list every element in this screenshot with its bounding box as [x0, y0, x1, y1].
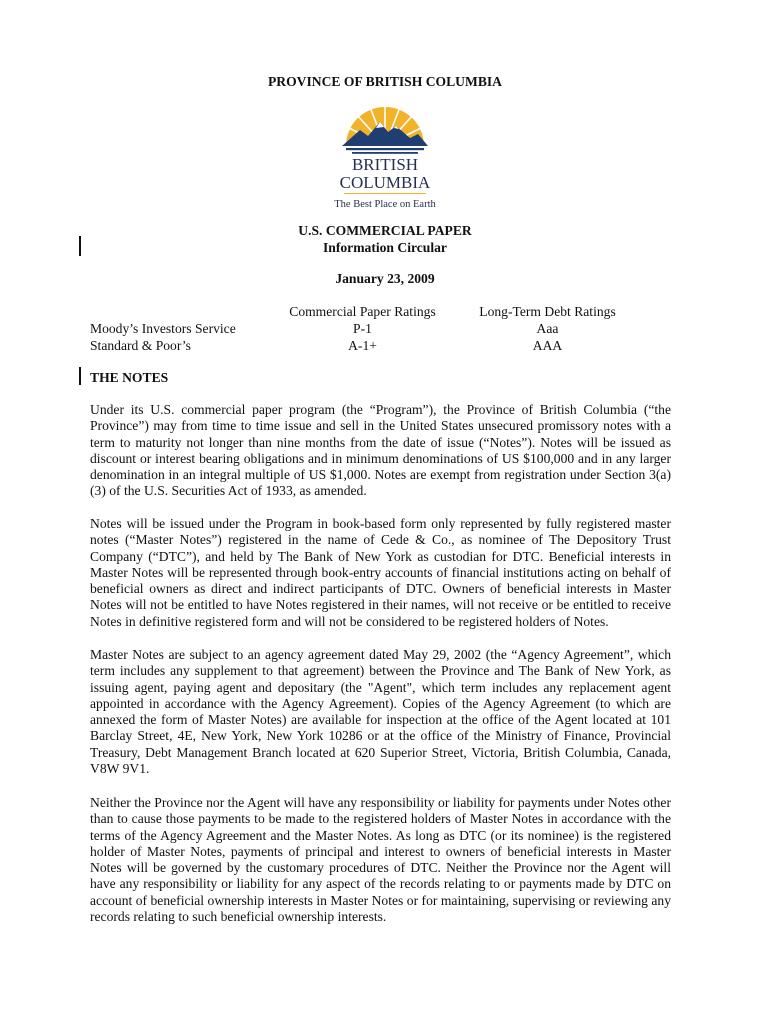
ratings-header-cp: Commercial Paper Ratings [289, 304, 436, 319]
ratings-cp-value: P-1 [353, 321, 372, 336]
logo-line2: COLUMBIA [339, 173, 431, 192]
ratings-agency: Moody’s Investors Service [90, 321, 236, 336]
bc-logo [330, 100, 440, 215]
body-paragraph: Neither the Province nor the Agent will have any responsibility or liability for payments under Notes other than to cause those payments to be made to the registered holders of Master Notes in accordance with the terms of the Agency Agreement and the Master Notes. As long as DTC (or its nominee) is the registered holder of Master Notes, payments of principal and interest to owners of beneficial interests in Master Notes will be governed by the customary procedures of DTC. Neither the Province nor the Agent will have any responsibility or liability for any aspect of the records relating to or payments made by DTC on account of beneficial ownership interests in Master Notes or for maintaining, supervising or reviewing any records relating to such beneficial ownership interests. [90, 795, 671, 925]
body-paragraph: Master Notes are subject to an agency agreement dated May 29, 2002 (the “Agency Agreement”, which term includes any supplement to that agreement) between the Province and The Bank of New York, as issuing agent, paying agent and depositary (the "Agent", which term includes any replacement agent appointed in accordance with the Agency Agreement). Copies of the Agency Agreement (to which are annexed the form of Master Notes) are available for inspection at the office of the Agent located at 101 Barclay Street, 4E, New York, New York 10286 or at the office of the Ministry of Finance, Provincial Treasury, Debt Management Branch located at 620 Superior Street, Victoria, British Columbia, Canada, V8W 9V1. [90, 647, 671, 777]
revision-bar [79, 367, 81, 385]
ratings-header-lt: Long-Term Debt Ratings [479, 304, 616, 319]
logo-line1: BRITISH [351, 155, 419, 174]
circular-title-block [0, 222, 770, 256]
circular-date: January 23, 2009 [335, 271, 435, 286]
bc-logo-graphic [330, 100, 440, 215]
water-lines [346, 148, 424, 154]
ratings-agency: Standard & Poor’s [90, 338, 191, 353]
body-paragraph: Notes will be issued under the Program in book-based form only represented by fully registered master notes (“Master Notes”) registered in the name of Cede & Co., as nominee of The Depository Trust Company (“DTC”), and held by The Bank of New York as custodian for DTC. Beneficial interests in Master Notes will be represented through book-entry accounts of financial institutions acting on behalf of beneficial owners as direct and indirect participants of DTC. Owners of beneficial interests in Master Notes will not be entitled to have Notes registered in their names, will not receive or be entitled to receive Notes in definitive registered form and will not be considered to be registered holders of Notes. [90, 516, 671, 629]
ratings-table [90, 304, 690, 356]
document-header-title: PROVINCE OF BRITISH COLUMBIA [267, 74, 502, 89]
ratings-cp-value: A-1+ [348, 338, 377, 353]
ratings-lt-value: AAA [532, 338, 563, 353]
logo-tagline: The Best Place on Earth [334, 199, 436, 210]
circular-subtitle: Information Circular [323, 240, 447, 255]
section-heading: THE NOTES [90, 370, 169, 385]
body-paragraph: Under its U.S. commercial paper program (the “Program”), the Province of British Columbia (“the Province”) may from time to time issue and sell in the United States unsecured promissory notes with a term to maturity not longer than nine months from the date of issue (“Notes”). Notes will be issued as discount or interest bearing obligations and in minimum denominations of US $100,000 and in any larger denomination in an integral multiple of US $1,000. Notes are exempt from registration under Section 3(a)(3) of the U.S. Securities Act of 1933, as amended. [90, 402, 671, 499]
ratings-lt-value: Aaa [536, 321, 559, 336]
circular-title: U.S. COMMERCIAL PAPER [298, 223, 472, 238]
logo-divider [344, 193, 426, 194]
